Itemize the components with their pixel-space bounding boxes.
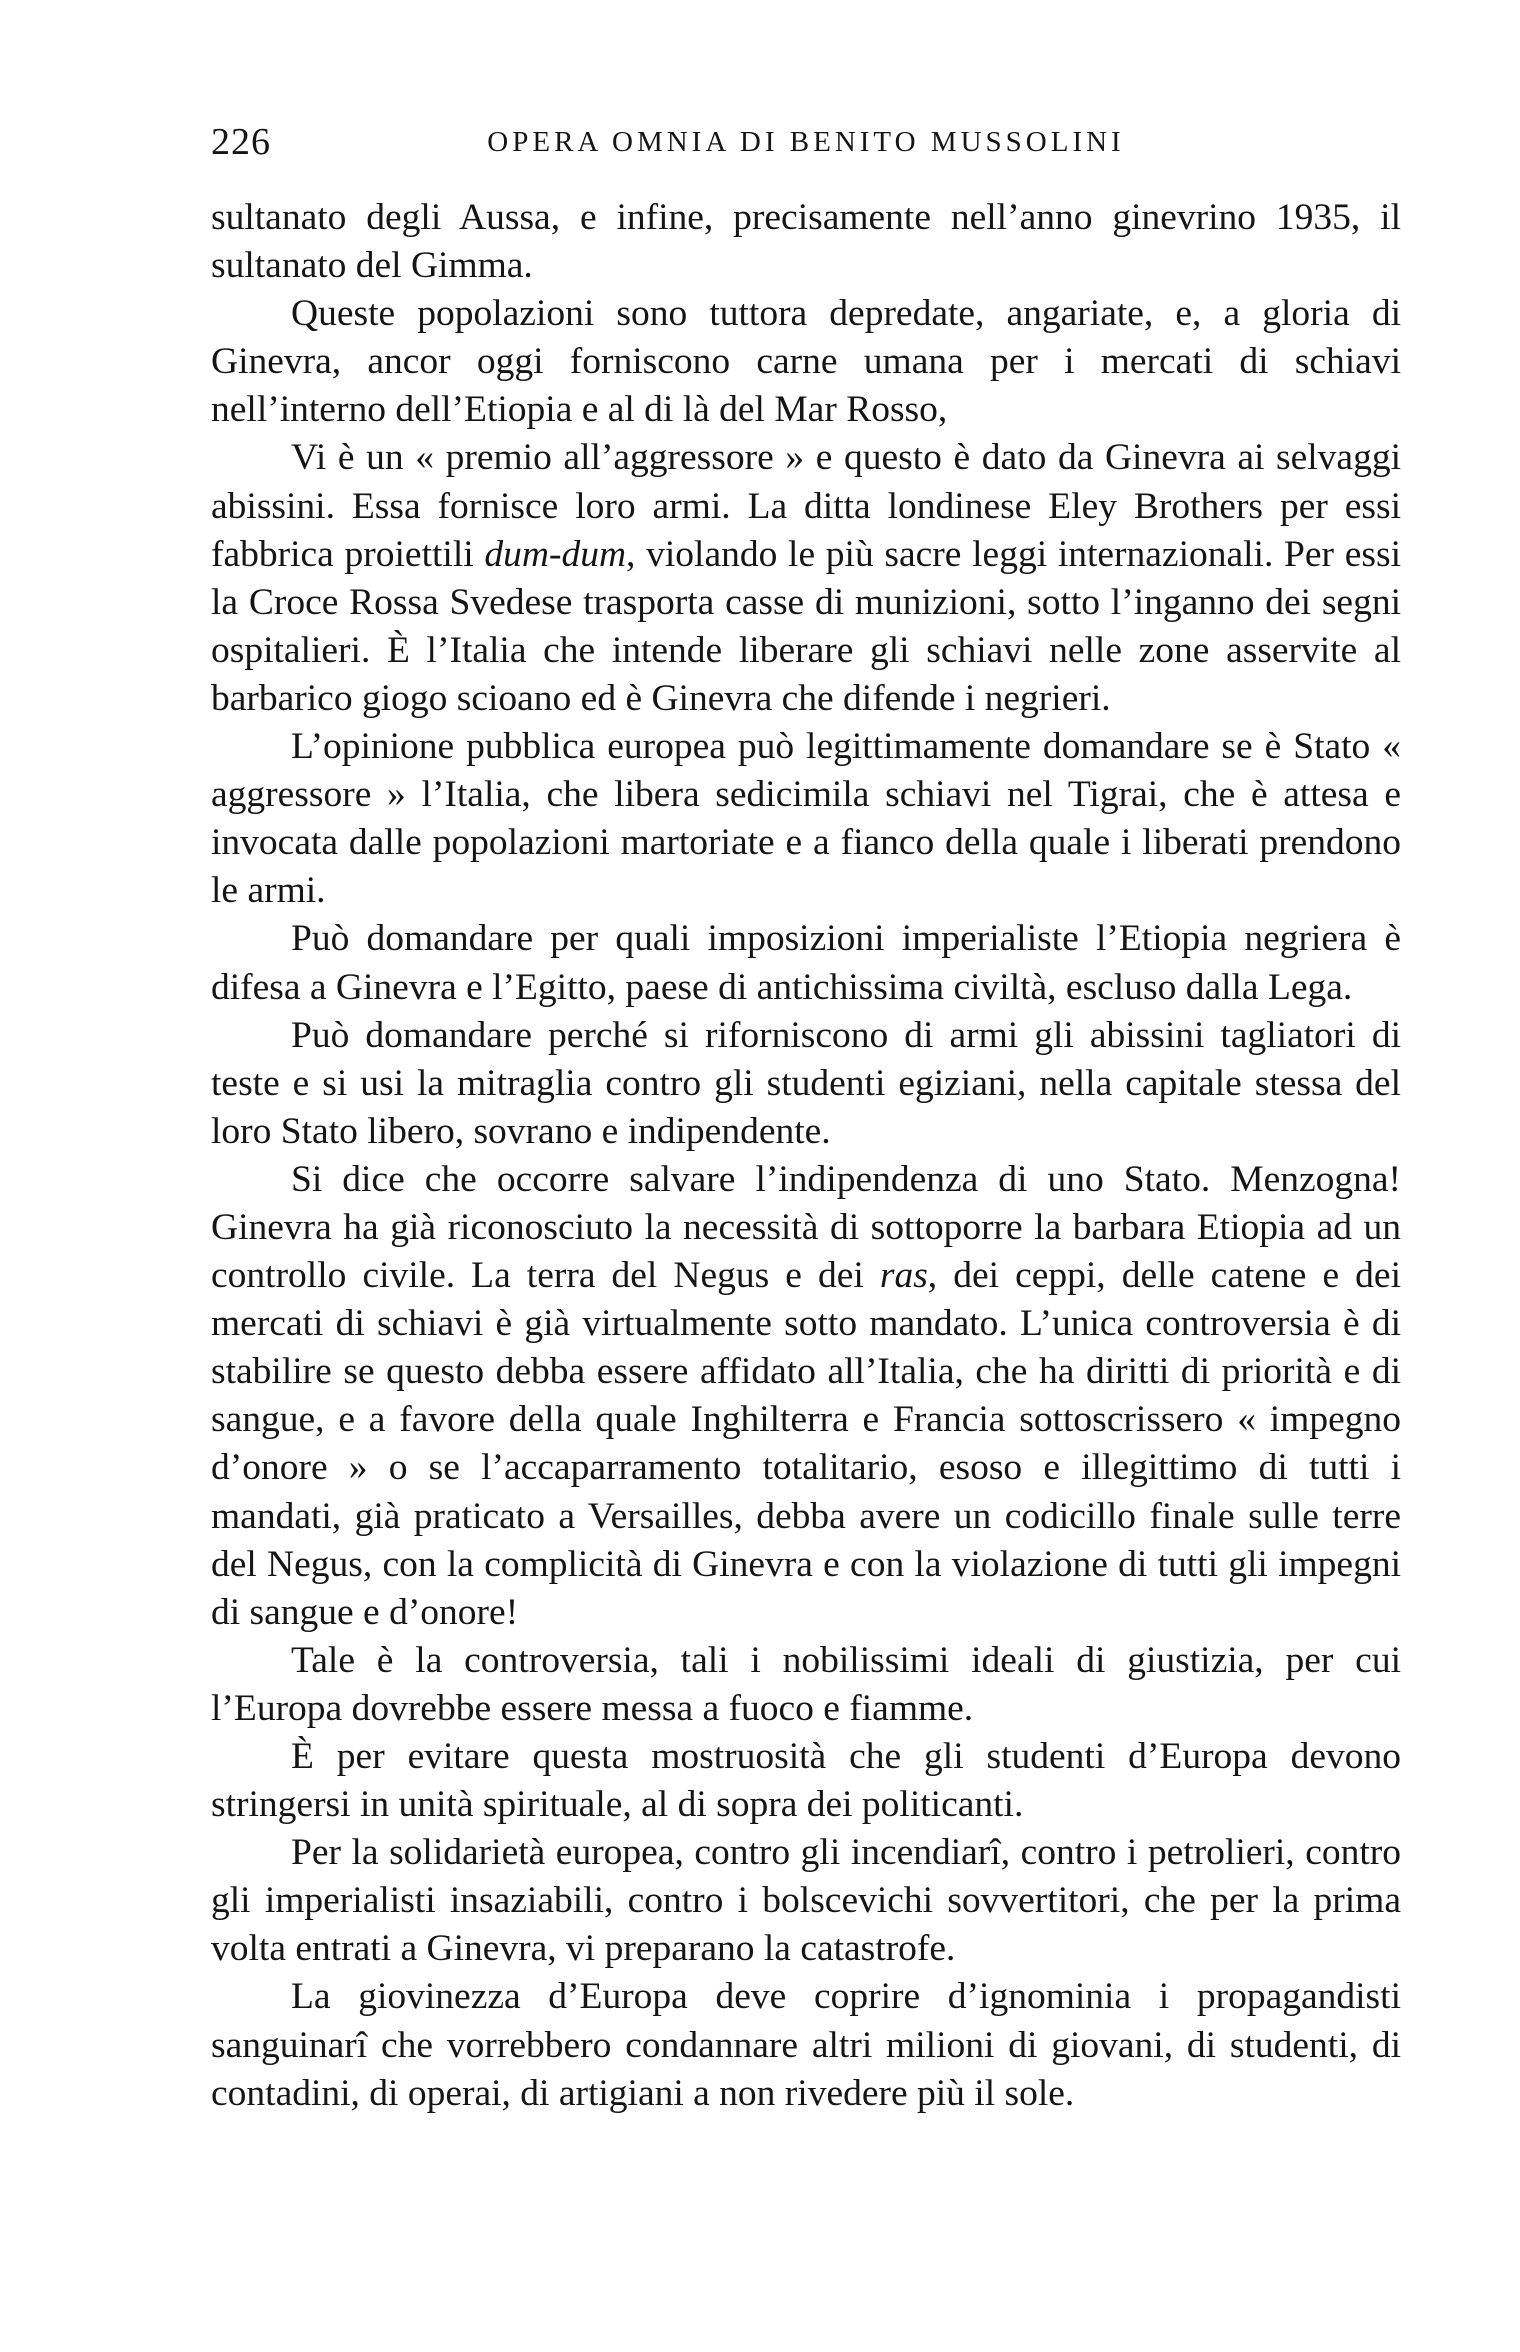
paragraph — [211, 1156, 1401, 1637]
paragraph: sultanato degli Aussa, e infine, precisamente nell’anno ginevrino 1935, il sultanato del Gimma. — [211, 197, 1401, 287]
paragraph-text: , violando le più sacre leggi internazionali. Per essi la Croce Rossa Svedese trasporta casse di munizioni, sotto l’inganno dei segni ospitalieri. È l’Italia che intende liberare gli schiavi nelle zone asservite al barbarico giogo scioano ed è Ginevra che difende i negrieri. — [211, 533, 1401, 719]
page-number: 226 — [211, 121, 271, 163]
paragraph: È per evitare questa mostruosità che gli studenti d’Europa devono stringersi in unità spirituale, al di sopra dei politicanti. — [211, 1736, 1401, 1826]
paragraph: Tale è la controversia, tali i nobilissimi ideali di giustizia, per cui l’Europa dovrebbe essere messa a fuoco e fiamme. — [211, 1639, 1401, 1729]
paragraph-text: , dei ceppi, delle catene e dei mercati di schiavi è già virtualmente sotto mandato. L’unica controversia è di stabilire se questo debba essere affidato all’Italia, che ha diritti di priorità e di sangue, e a favore della quale Inghilterra e Francia sottoscrissero « impegno d’onore » o se l’accaparramento totalitario, esoso e illegittimo di tutti i mandati, già praticato a Versailles, debba avere un codicillo finale sulle terre del Negus, con la complicità di Ginevra e con la violazione di tutti gli impegni di sangue e d’onore! — [211, 1255, 1401, 1633]
paragraph-text: Vi è un « premio all’aggressore » e questo è dato da Ginevra ai selvaggi abissini. Essa fornisce loro armi. La ditta londinese Eley Brothers per essi fabbrica proiettili — [211, 437, 1401, 575]
paragraph: Può domandare per quali imposizioni imperialiste l’Etiopia negriera è difesa a Ginevra e l’Egitto, paese di antichissima civiltà, escluso dalla Lega. — [211, 918, 1401, 1008]
paragraph: La giovinezza d’Europa deve coprire d’ignominia i propagandisti sanguinarî che vorrebbero condannare altri milioni di giovani, di studenti, di contadini, di operai, di artigiani a non rivedere più il sole. — [211, 1976, 1401, 2114]
paragraph: Per la solidarietà europea, contro gli incendiarî, contro i petrolieri, contro gli imperialisti insaziabili, contro i bolscevichi sovvertitori, che per la prima volta entrati a Ginevra, vi preparano la catastrofe. — [211, 1832, 1401, 1970]
page-header — [211, 112, 1401, 168]
paragraph: Può domandare perché si riforniscono di armi gli abissini tagliatori di teste e si usi la mitraglia contro gli studenti egiziani, nella capitale stessa del loro Stato libero, sovrano e indipendente. — [211, 1014, 1401, 1152]
paragraph — [211, 434, 1401, 723]
paragraph: L’opinione pubblica europea può legittimamente domandare se è Stato « aggressore » l’Italia, che libera sedicimila schiavi nel Tigrai, che è attesa e invocata dalle popolazioni martoriate e a fianco della quale i liberati prendono le armi. — [211, 726, 1401, 912]
italic-term: ras — [879, 1255, 928, 1297]
book-page — [211, 112, 1401, 2312]
running-title: OPERA OMNIA DI BENITO MUSSOLINI — [487, 126, 1125, 158]
italic-term: dum-dum — [484, 533, 627, 575]
body-text — [211, 194, 1401, 2118]
paragraph-text: Si dice che occorre salvare l’indipendenza di uno Stato. Menzogna! Ginevra ha già riconosciuto la necessità di sottoporre la barbara Etiopia ad un controllo civile. La terra del Negus e dei — [211, 1158, 1401, 1297]
paragraph: Queste popolazioni sono tuttora depredate, angariate, e, a gloria di Ginevra, ancor oggi forniscono carne umana per i mercati di schiavi nell’interno dell’Etiopia e al di là del Mar Rosso, — [211, 293, 1401, 431]
